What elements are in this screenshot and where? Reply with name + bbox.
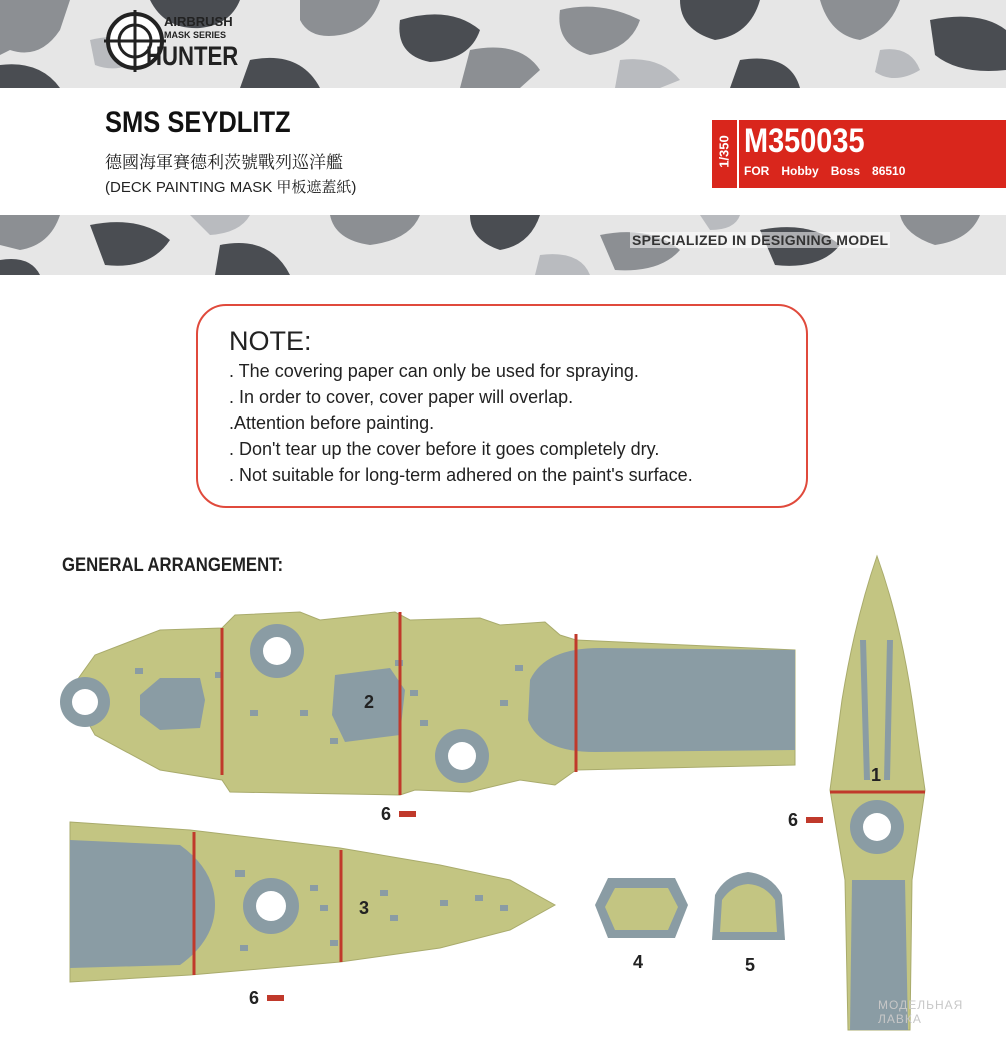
kit-brand-2: Boss	[830, 164, 861, 178]
part-label-5: 5	[745, 955, 756, 975]
separator-label-3: 6	[249, 988, 260, 1008]
part-label-2: 2	[364, 692, 375, 712]
product-subtitle: (DECK PAINTING MASK 甲板遮蓋紙)	[105, 179, 357, 196]
brand-line1: AIRBRUSH	[164, 14, 233, 29]
watermark-line2: ЛАВКА	[878, 1012, 922, 1026]
part-label-1: 1	[871, 765, 882, 785]
note-line-2: . In order to cover, cover paper will overlap.	[229, 387, 574, 407]
note-line-4: . Don't tear up the cover before it goes completely dry.	[229, 439, 660, 459]
separator-label-2: 6	[788, 810, 799, 830]
note-line-3: .Attention before painting.	[229, 413, 435, 433]
part-label-3: 3	[359, 898, 370, 918]
deck-part-2	[60, 612, 795, 795]
deck-part-4	[595, 878, 688, 938]
note-line-5: . Not suitable for long-term adhered on the paint's surface.	[229, 465, 693, 485]
part-label-4: 4	[633, 952, 644, 972]
deck-part-1	[830, 556, 925, 1030]
deck-mask-diagram	[0, 540, 1006, 1050]
product-code: M350035	[744, 122, 865, 160]
for-label: FOR	[744, 164, 770, 178]
deck-part-5	[712, 872, 785, 940]
kit-compatibility	[744, 164, 917, 178]
product-title-chinese: 德國海軍賽德利茨號戰列巡洋艦	[105, 153, 343, 172]
product-title: SMS SEYDLITZ	[105, 106, 291, 139]
separator-label-1: 6	[381, 804, 392, 824]
note-line-1: . The covering paper can only be used for spraying.	[229, 361, 639, 381]
scale-label	[711, 120, 739, 188]
separator-mark-2	[806, 817, 823, 823]
watermark-line1: МОДЕЛЬНАЯ	[878, 998, 964, 1012]
arrangement-title: GENERAL ARRANGEMENT:	[62, 555, 284, 576]
tagline: SPECIALIZED IN DESIGNING MODEL	[632, 232, 889, 248]
separator-mark-3	[267, 995, 284, 1001]
watermark	[878, 998, 963, 1026]
scale-text: 1/350	[716, 135, 732, 168]
brand-line3: HUNTER	[146, 41, 239, 71]
note-title: NOTE:	[229, 326, 312, 356]
kit-brand-1: Hobby	[781, 164, 819, 178]
kit-number: 86510	[872, 164, 906, 178]
separator-mark-1	[399, 811, 416, 817]
brand-logo	[104, 8, 254, 74]
brand-line2: MASK SERIES	[164, 30, 227, 40]
deck-part-3	[70, 822, 555, 982]
